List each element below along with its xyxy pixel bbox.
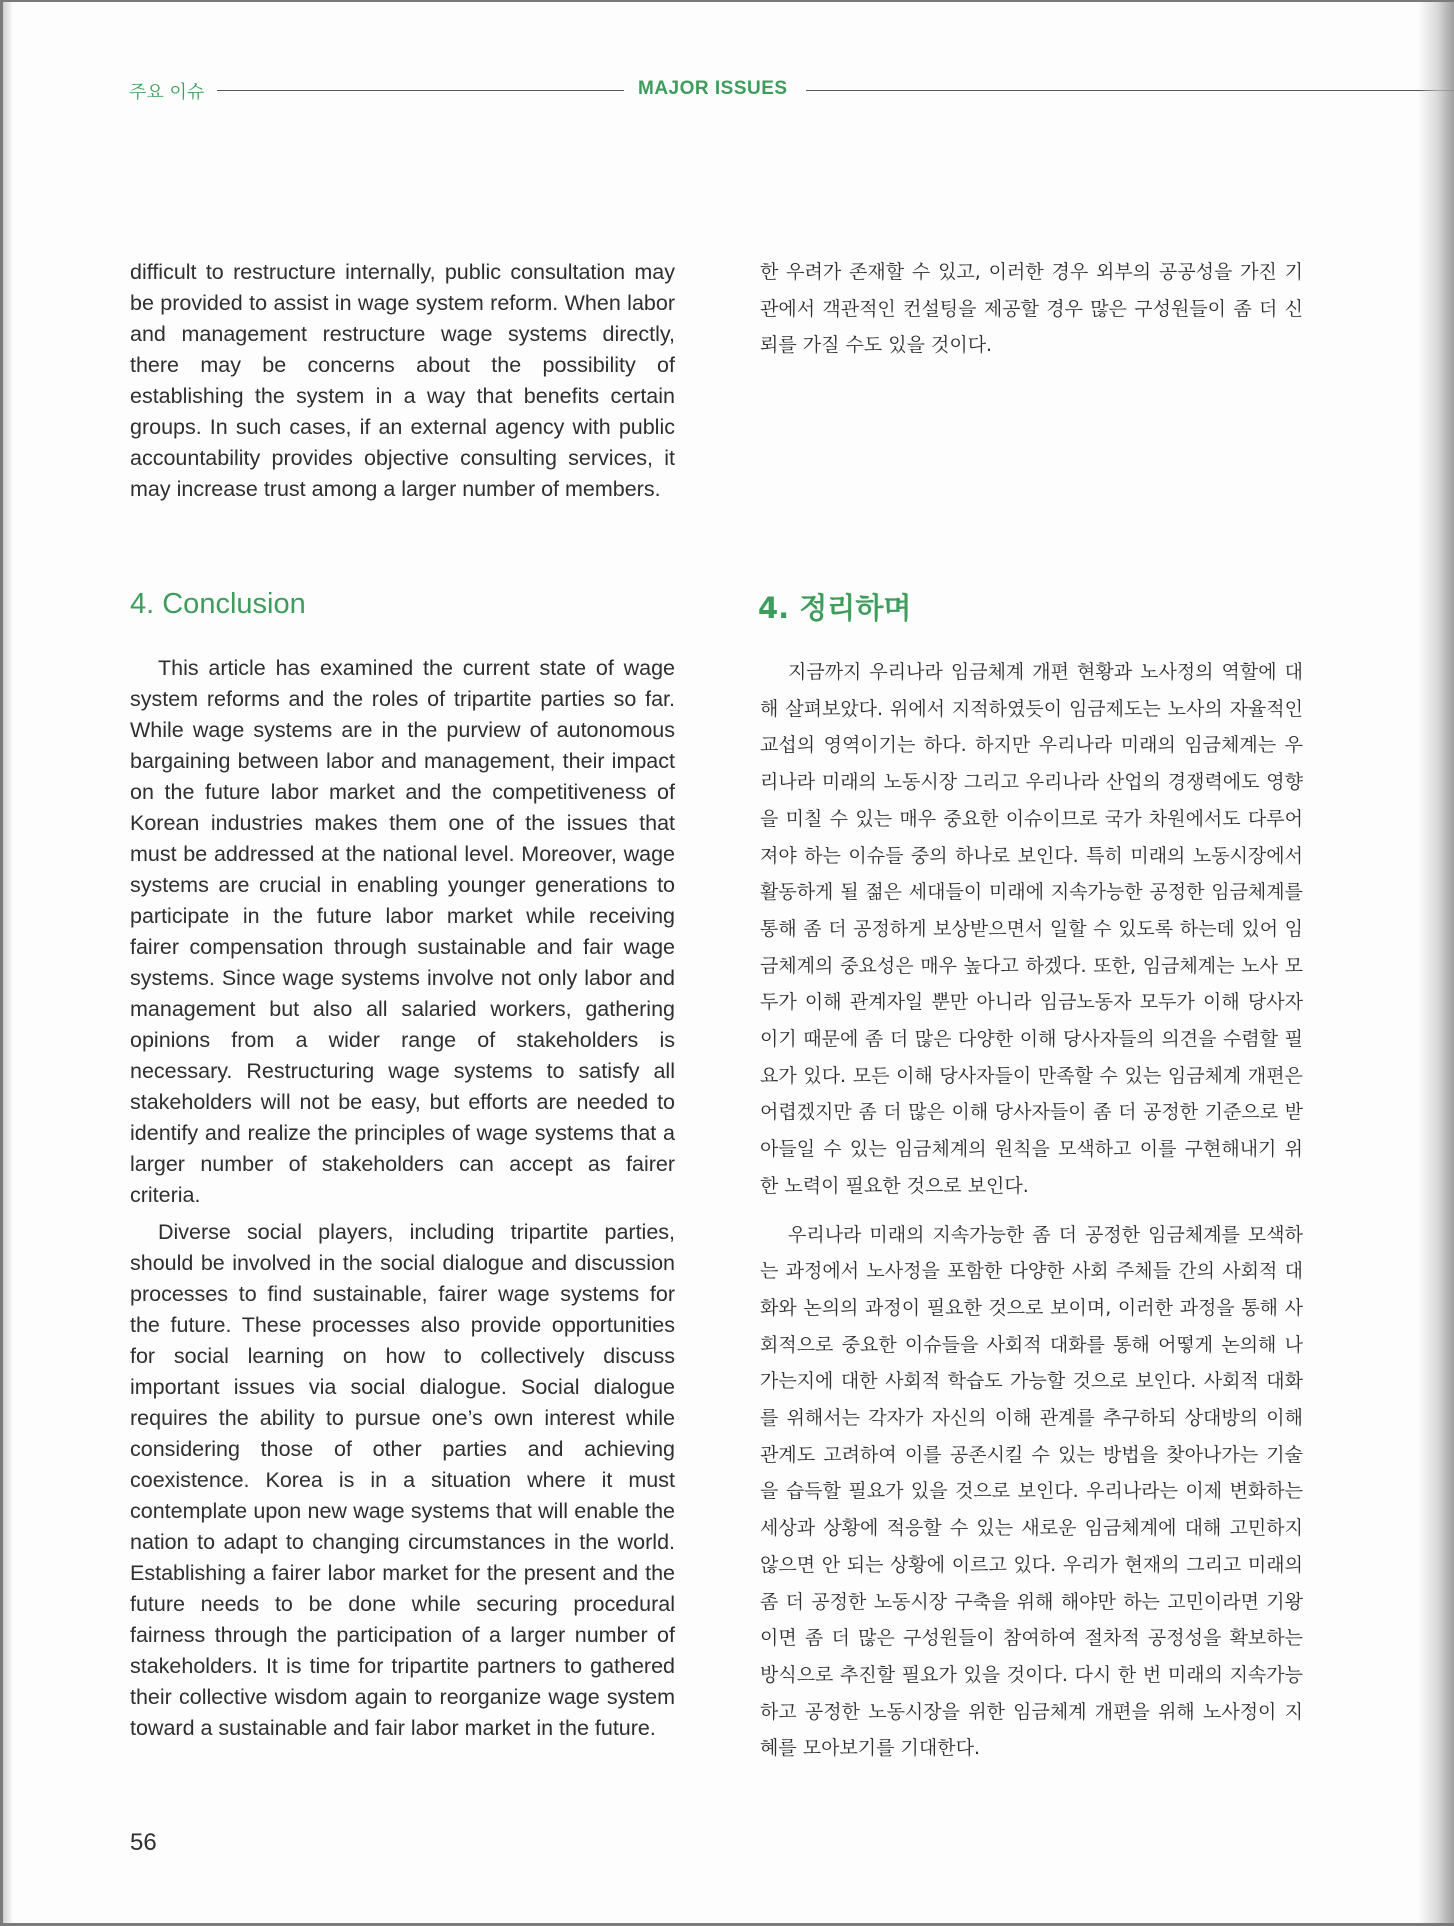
conclusion-body-ko <box>760 654 1303 1767</box>
intro-text-en <box>130 257 675 505</box>
section-label-en: MAJOR ISSUES <box>638 78 788 99</box>
intro-paragraph-ko: 한 우려가 존재할 수 있고, 이러한 경우 외부의 공공성을 가진 기관에서 객관적인 컨설팅을 제공할 경우 많은 구성원들이 좀 더 신뢰를 가질 수도 있을 것이다. <box>760 261 1303 357</box>
intro-text-ko <box>760 254 1303 364</box>
binding-shadow <box>3 2 13 1923</box>
conclusion-paragraph-en-1: This article has examined the current state of wage system reforms and the roles of tripartite parties so far. While wage systems are in the purview of autonomous bargaining between labor and management, their impact on the future labor market and the competitiveness of Korean industries makes them one of the issues that must be addressed at the national level. Moreover, wage systems are crucial in enabling younger generations to participate in the future labor market while receiving fairer compensation through sustainable and fair wage systems. Since wage systems involve not only labor and management but also all salaried workers, gathering opinions from a wider range of stakeholders is necessary. Restructuring wage systems to satisfy all stakeholders will not be easy, but efforts are needed to identify and realize the principles of wage systems that a larger number of stakeholders can accept as fairer criteria. <box>130 656 675 1207</box>
header-rule-left <box>217 90 624 91</box>
section-label-ko: 주요 이슈 <box>129 82 205 103</box>
conclusion-heading-en: 4. Conclusion <box>130 588 306 620</box>
page-sheet <box>3 2 1454 1923</box>
conclusion-body-en <box>130 653 675 1744</box>
conclusion-paragraph-en-2: Diverse social players, including tripartite parties, should be involved in the social dialogue and discussion processes to find sustainable, fairer wage systems for the future. These processes also provide opportunities for social learning on how to collectively discuss important issues via social dialogue. Social dialogue requires the ability to pursue one’s own interest while considering those of other parties and achieving coexistence. Korea is in a situation where it must contemplate upon new wage systems that will enable the nation to adapt to changing circumstances in the world. Establishing a fairer labor market for the present and the future needs to be done while securing procedural fairness through the participation of a larger number of stakeholders. It is time for tripartite partners to gathered their collective wisdom again to reorganize wage system toward a sustainable and fair labor market in the future. <box>130 1220 675 1740</box>
conclusion-paragraph-ko-2: 우리나라 미래의 지속가능한 좀 더 공정한 임금체계를 모색하는 과정에서 노사정을 포함한 다양한 사회 주체들 간의 사회적 대화와 논의의 과정이 필요한 것으로 보이며, 이러한 과정을 통해 사회적으로 중요한 이슈들을 사회적 대화를 통해 어떻게 논의해 나가는지에 대한 사회적 학습도 가능할 것으로 보인다. 사회적 대화를 위해서는 각자가 자신의 이해 관계를 추구하되 상대방의 이해관계도 고려하여 이를 공존시킬 수 있는 방법을 찾아나가는 기술을 습득할 필요가 있을 것으로 보인다. 우리나라는 이제 변화하는 세상과 상황에 적응할 수 있는 새로운 임금체계에 대해 고민하지 않으면 안 되는 상황에 이르고 있다. 우리가 현재의 그리고 미래의 좀 더 공정한 노동시장 구축을 위해 해야만 하는 고민이라면 기왕이면 좀 더 많은 구성원들이 참여하여 절차적 공정성을 확보하는 방식으로 추진할 필요가 있을 것이다. 다시 한 번 미래의 지속가능하고 공정한 노동시장을 위한 임금체계 개편을 위해 노사정이 지혜를 모아보기를 기대한다. <box>760 1223 1303 1760</box>
conclusion-heading-ko: 4. 정리하며 <box>758 591 912 625</box>
page-number: 56 <box>130 1829 157 1856</box>
conclusion-paragraph-ko-1: 지금까지 우리나라 임금체계 개편 현황과 노사정의 역할에 대해 살펴보았다. 위에서 지적하였듯이 임금제도는 노사의 자율적인 교섭의 영역이기는 하다. 하지만 우리나라 미래의 임금체계는 우리나라 미래의 노동시장 그리고 우리나라 산업의 경쟁력에도 영향을 미칠 수 있는 매우 중요한 이슈이므로 국가 차원에서도 다루어져야 하는 이슈들 중의 하나로 보인다. 특히 미래의 노동시장에서 활동하게 될 젊은 세대들이 미래에 지속가능한 공정한 임금체계를 통해 좀 더 공정하게 보상받으면서 일할 수 있도록 하는데 있어 임금체계의 중요성은 매우 높다고 하겠다. 또한, 임금체계는 노사 모두가 이해 관계자일 뿐만 아니라 임금노동자 모두가 이해 당사자이기 때문에 좀 더 많은 다양한 이해 당사자들의 의견을 수렴할 필요가 있다. 모든 이해 당사자들이 만족할 수 있는 임금체계 개편은 어렵겠지만 좀 더 많은 이해 당사자들이 좀 더 공정한 기준으로 받아들일 수 있는 임금체계의 원칙을 모색하고 이를 구현해내기 위한 노력이 필요한 것으로 보인다. <box>760 661 1303 1197</box>
intro-paragraph-en: difficult to restructure internally, public consultation may be provided to assist in wage system reform. When labor and management restructure wage systems directly, there may be concerns about the possibility of establishing the system in a way that benefits certain groups. In such cases, if an external agency with public accountability provides objective consulting services, it may increase trust among a larger number of members. <box>130 260 675 501</box>
running-header <box>129 78 1454 102</box>
header-rule-right <box>806 90 1454 91</box>
